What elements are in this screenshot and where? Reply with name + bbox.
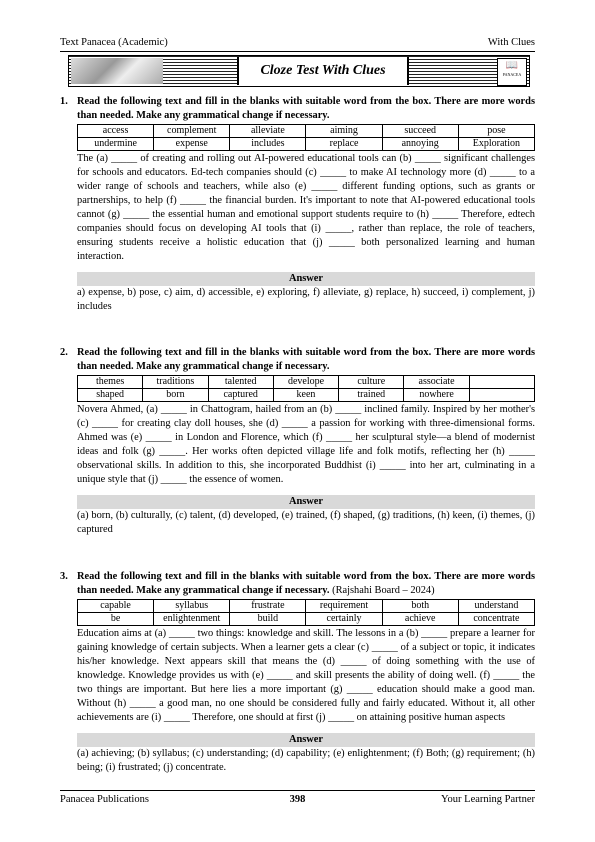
word-cell: associate — [404, 376, 469, 389]
word-box-row — [78, 138, 535, 151]
word-cell: captured — [208, 389, 273, 402]
page-number: 398 — [289, 794, 306, 805]
word-cell: be — [78, 613, 154, 626]
word-cell: understand — [458, 600, 534, 613]
word-cell: enlightenment — [154, 613, 230, 626]
word-cell: keen — [273, 389, 338, 402]
word-cell: themes — [78, 376, 143, 389]
question-instruction: Read the following text and fill in the blanks with suitable word from the box. There are more words than needed. Make any grammatical change if necessary. (Rajshahi Board – 2024) — [77, 571, 535, 596]
footer-left: Panacea Publications — [60, 794, 149, 805]
word-cell: born — [143, 389, 208, 402]
word-cell: nowhere — [404, 389, 469, 402]
word-cell: build — [230, 613, 306, 626]
word-box-row — [78, 376, 535, 389]
word-cell: shaped — [78, 389, 143, 402]
word-cell: complement — [154, 125, 230, 138]
header-right: With Clues — [487, 37, 535, 48]
word-cell: concentrate — [458, 613, 534, 626]
word-cell: annoying — [382, 138, 458, 151]
word-cell: capable — [78, 600, 154, 613]
question-number: 1. — [60, 96, 68, 107]
word-cell: Exploration — [458, 138, 534, 151]
answer-heading: Answer — [77, 495, 535, 509]
word-cell: replace — [306, 138, 382, 151]
word-cell: talented — [208, 376, 273, 389]
question-3 — [60, 570, 535, 775]
word-cell — [469, 376, 534, 389]
header-left: Text Panacea (Academic) — [60, 37, 168, 48]
word-cell: syllabus — [154, 600, 230, 613]
word-cell: both — [382, 600, 458, 613]
page-header — [60, 37, 535, 52]
word-cell: frustrate — [230, 600, 306, 613]
word-box-row — [78, 125, 535, 138]
banner-title: Cloze Test With Clues — [237, 57, 409, 85]
logo-text: PANACEA — [502, 72, 522, 77]
word-cell: develope — [273, 376, 338, 389]
footer-right: Your Learning Partner — [441, 794, 535, 805]
answer-text: (a) achieving; (b) syllabus; (c) understanding; (d) capability; (e) enlightenment; (f) Both; (g) requirement; (h) being; (i) frustrated; (j) concentrate. — [77, 748, 535, 773]
word-box — [77, 124, 535, 151]
question-1 — [60, 95, 535, 314]
word-cell: requirement — [306, 600, 382, 613]
word-cell: alleviate — [230, 125, 306, 138]
answer-text: (a) born, (b) culturally, (c) talent, (d) developed, (e) trained, (f) shaped, (g) traditions, (h) keen, (i) themes, (j) captured — [77, 510, 535, 535]
word-cell: achieve — [382, 613, 458, 626]
word-box-row — [78, 613, 535, 626]
question-number: 2. — [60, 347, 68, 358]
question-instruction: Read the following text and fill in the blanks with suitable word from the box. There are more words than needed. Make any grammatical change if necessary. — [77, 96, 535, 121]
word-cell: includes — [230, 138, 306, 151]
passage-text: Education aims at (a) _____ two things: knowledge and skill. The lessons in a (b) _____ prepare a learner for gaining knowledge of certain subjects. When a learner gets a clear (c) _____ of a subject or topic, it indicates his/her knowledge. Next appears skill that means the (d) _____ of doing something with the use of knowledge. Knowledge provides us with (e) _____ and skill presents the ability of doing well. (f) _____ the two things are important. But here lies a more important (g) _____ education should make a good man. Without (h) _____ a good man, no one should be considered fully and fairly educated. Without it, all other achievements are (i) _____ Therefore, one should at first (j) _____ on attaining positive human aspects — [77, 628, 535, 723]
word-cell: expense — [154, 138, 230, 151]
publisher-logo — [497, 58, 527, 86]
word-cell: culture — [339, 376, 404, 389]
word-cell: aiming — [306, 125, 382, 138]
answer-heading: Answer — [77, 272, 535, 286]
question-instruction: Read the following text and fill in the blanks with suitable word from the box. There are more words than needed. Make any grammatical change if necessary. — [77, 347, 535, 372]
word-box — [77, 599, 535, 626]
question-2 — [60, 346, 535, 537]
word-cell: succeed — [382, 125, 458, 138]
answer-heading: Answer — [77, 733, 535, 747]
question-source: (Rajshahi Board – 2024) — [329, 585, 435, 596]
page-footer — [60, 790, 535, 807]
banner-decoration — [71, 58, 163, 84]
question-number: 3. — [60, 571, 68, 582]
word-cell — [469, 389, 534, 402]
answer-text: a) expense, b) pose, c) aim, d) accessible, e) exploring, f) alleviate, g) replace, h) succeed, i) complement, j) includes — [77, 287, 535, 312]
word-cell: certainly — [306, 613, 382, 626]
word-box-row — [78, 389, 535, 402]
word-cell: access — [78, 125, 154, 138]
passage-text: Novera Ahmed, (a) _____ in Chattogram, hailed from an (b) _____ inclined family. Inspired by her mother's (c) _____ for creating clay doll houses, she (d) _____ a passion for working with three-dimensional forms. Ahmed was (e) _____ in London and Florence, which (f) _____ her sculptural style—a blend of modernist ideas and folk (g) _____. Her works often depicted village life and folk motifs, reflecting her (h) _____ observational skills. In addition to this, she incorporated Buddhist (i) _____ into her art, culminating in a unique style that (j) _____ the essence of women. — [77, 404, 535, 485]
book-icon: 📖 — [505, 60, 519, 71]
word-cell: trained — [339, 389, 404, 402]
word-cell: undermine — [78, 138, 154, 151]
word-cell: traditions — [143, 376, 208, 389]
word-cell: pose — [458, 125, 534, 138]
word-box-row — [78, 600, 535, 613]
word-box — [77, 375, 535, 402]
title-banner — [68, 55, 530, 87]
passage-text: The (a) _____ of creating and rolling out AI-powered educational tools can (b) _____ significant challenges for schools and educators. Ed-tech companies should (c) _____ to make AI technology more (d) _____ to a wider range of schools and teachers, while also (e) _____ different funding options, such as grants or partnerships, to help (f) _____ the financial burden. It's important to note that AI-powered educational tools cannot (g) _____ the essential human and emotional support students require to (h) _____ Therefore, edtech companies should focus on developing AI tools that (i) _____, rather than replace, the role of teachers, ensuring students receive a holistic education that (j) _____ both personalized learning and human interaction. — [77, 153, 535, 262]
